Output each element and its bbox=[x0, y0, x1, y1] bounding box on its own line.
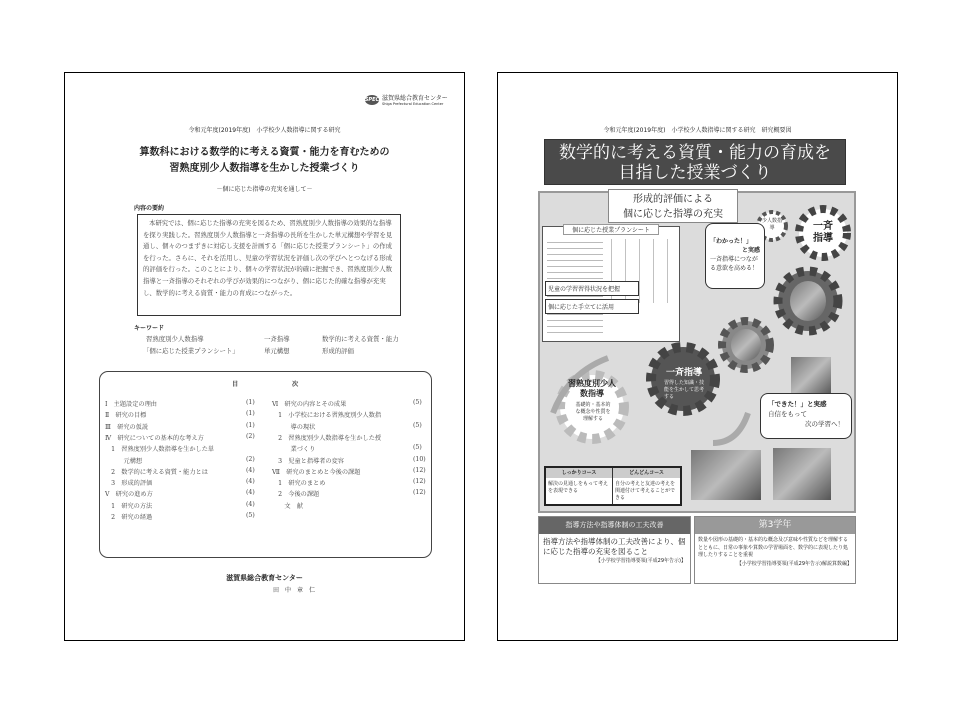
issei-gear-title: 一斉指導 bbox=[665, 368, 702, 378]
keyword: 数学的に考える資質・能力 bbox=[322, 335, 399, 343]
classroom-photo bbox=[791, 357, 831, 395]
plan-sheet-note: 児童の学習習得状況を把握 bbox=[545, 281, 639, 296]
grade-body: 数量や図形の基礎的・基本的な概念及び意味や性質などを理解するとともに、日常の事象や算数の学習場面を、数学的に表現したり処理したりすることを重視 bbox=[698, 537, 849, 558]
bubble-body: 一斉指導につながる意欲を高める！ bbox=[710, 256, 759, 272]
toc-page-number: (4) bbox=[246, 478, 255, 486]
toc-page-number: (1) bbox=[246, 399, 255, 406]
course-header: しっかりコース bbox=[546, 468, 613, 478]
author: 田 中 章 仁 bbox=[273, 587, 316, 594]
course-table bbox=[544, 466, 682, 506]
subtitle: －個に応じた指導の充実を通して－ bbox=[216, 186, 313, 193]
report-header: 令和元年度(2019年度) 小学校少人数指導に関する研究 bbox=[188, 127, 341, 134]
student-photo bbox=[773, 448, 831, 500]
plan-sheet-note: 個に応じた手立てに活用 bbox=[545, 299, 639, 314]
toc-entry: 1 習熟度別少人数指導を生かした単 bbox=[105, 446, 215, 454]
title-line-2: 目指した授業づくり bbox=[618, 163, 772, 183]
keyword: 「個に応じた授業プランシート」 bbox=[143, 347, 239, 355]
bubble-line: 次の学習へ！ bbox=[805, 420, 844, 428]
table-of-contents bbox=[99, 371, 432, 558]
arrow-icon bbox=[713, 413, 748, 443]
course-header: どんどんコース bbox=[613, 468, 680, 478]
toc-entry: 業づくり bbox=[272, 446, 316, 454]
organization: 滋賀県総合教育センター bbox=[226, 574, 303, 582]
toc-entry: 3 形成的評価 bbox=[105, 480, 153, 488]
toc-entry: 1 小学校における習熟度別少人数指 bbox=[272, 412, 382, 420]
grade-box bbox=[694, 516, 856, 584]
blackboard-photo bbox=[691, 450, 761, 500]
toc-page-number: (5) bbox=[413, 421, 422, 429]
abstract-heading: 内容の要約 bbox=[134, 205, 165, 212]
keyword: 単元構想 bbox=[264, 347, 290, 355]
bubble-sub: と実感 bbox=[741, 247, 760, 254]
issei-gear-label: 一斉指導 bbox=[813, 221, 833, 244]
toc-page-number: (5) bbox=[413, 444, 422, 452]
report-cover-page bbox=[64, 72, 465, 641]
policy-box bbox=[538, 516, 691, 584]
toc-page-number: (2) bbox=[246, 432, 255, 440]
formative-line-1: 形成的評価による bbox=[633, 194, 713, 205]
spec-logo-mark: SPEC bbox=[364, 96, 380, 103]
bubble-title: 「できた！」と実感 bbox=[768, 400, 827, 408]
toc-page-number: (10) bbox=[413, 455, 426, 463]
toc-entry: Ⅰ 主題設定の理由 bbox=[105, 401, 157, 408]
toc-entry: 元構想 bbox=[105, 457, 143, 465]
logo-en: Shiga Prefectural Education Center bbox=[382, 102, 444, 106]
toc-page-number: (1) bbox=[246, 421, 255, 429]
issei-gear-body: 習得した知識・技能を生かして思考する bbox=[664, 380, 705, 400]
classroom-photo bbox=[790, 281, 826, 321]
toc-entry: Ⅴ 研究の進め方 bbox=[105, 491, 153, 499]
research-overview-page bbox=[497, 72, 898, 641]
keyword: 習熟度別少人数指導 bbox=[146, 335, 204, 343]
toc-entry: 2 研究の経過 bbox=[105, 514, 153, 521]
classroom-photo bbox=[731, 329, 761, 361]
toc-entry: 2 今後の課題 bbox=[272, 491, 320, 499]
keyword: 形成的評価 bbox=[322, 347, 354, 355]
small-group-gear-label: 少人数指導 bbox=[761, 218, 782, 231]
toc-page-number: (2) bbox=[246, 455, 255, 463]
toc-entry: Ⅱ 研究の目標 bbox=[105, 412, 147, 420]
toc-title: 次 bbox=[292, 381, 299, 388]
toc-page-number: (4) bbox=[246, 466, 255, 474]
title-line-2: 習熟度別少人数指導を生かした授業づくり bbox=[169, 163, 360, 174]
policy-header: 指導方法や指導体制の工夫改善 bbox=[539, 517, 690, 534]
toc-page-number: (5) bbox=[246, 512, 255, 519]
policy-body: 指導方法や指導体制の工夫改善により、個に応じた指導の充実を図ること bbox=[543, 537, 686, 556]
toc-entry: Ⅵ 研究の内容とその成果 bbox=[272, 401, 347, 408]
toc-page-number: (5) bbox=[413, 399, 422, 406]
toc-entry: 1 研究の方法 bbox=[105, 502, 153, 510]
abstract-box: 本研究では、個に応じた指導の充実を図るため、習熟度別少人数指導の効果的な指導を探り実践した。習熟度別少人数指導と一斉指導の長所を生かした単元構想や学習を見通し、個々のつまずきに対応し支援を計画する「個に応じた授業プランシート」の作成を行った。さらに、それを活用し、児童の学習状況を評価し次の学びへとつなげる形成的評価を行った。このことにより、個々の学習状況が的確に把握でき、習熟度別少人数指導と一斉指導のそれぞれの学びが効果的につながり、個に応じた的確な指導が充実し、数学的に考える資質・能力の育成につながった。 bbox=[137, 214, 401, 316]
center-logo bbox=[365, 93, 448, 106]
understood-bubble bbox=[705, 223, 765, 289]
title-line-1: 数学的に考える資質・能力の育成を bbox=[559, 143, 831, 163]
toc-page-number: (12) bbox=[413, 466, 426, 474]
toc-page-number: (4) bbox=[246, 500, 255, 508]
grade-header: 第3学年 bbox=[695, 517, 855, 534]
toc-page-number: (4) bbox=[246, 489, 255, 497]
title-line-1: 算数科における数学的に考える資質・能力を育むための bbox=[139, 147, 390, 158]
plan-sheet-title: 個に応じた授業プランシート bbox=[563, 224, 659, 235]
grade-source: 【小学校学習指導要領(平成29年告示)解説算数編】 bbox=[736, 560, 852, 567]
toc-page-number: (1) bbox=[246, 410, 255, 418]
bubble-title: 「わかった！」 bbox=[710, 238, 753, 245]
toc-entry: 2 習熟度別少人数指導を生かした授 bbox=[272, 434, 382, 442]
toc-entry: Ⅳ 研究についての基本的な考え方 bbox=[105, 434, 204, 442]
formative-line-2: 個に応じた指導の充実 bbox=[623, 209, 723, 220]
bubble-line: 自信をもって bbox=[768, 410, 807, 418]
keywords-heading: キーワード bbox=[134, 325, 165, 332]
overview-header: 令和元年度(2019年度) 小学校少人数指導に関する研究 研究概要図 bbox=[603, 127, 792, 134]
toc-title: 目 bbox=[232, 381, 239, 388]
toc-entry: 導の現状 bbox=[272, 423, 316, 431]
keyword: 一斉指導 bbox=[264, 335, 290, 343]
toc-page-number: (12) bbox=[413, 478, 426, 486]
small-group-gear-title: 習熟度別少人数指導 bbox=[568, 379, 616, 398]
toc-entry: 1 研究のまとめ bbox=[272, 480, 326, 488]
achieved-bubble bbox=[760, 393, 852, 439]
toc-entry: 文 献 bbox=[272, 502, 303, 510]
logo-name: 滋賀県総合教育センター bbox=[382, 95, 448, 102]
small-group-gear-body: 基礎的・基本的な概念や性質を理解する bbox=[575, 402, 611, 422]
toc-entry: Ⅲ 研究の仮説 bbox=[105, 423, 149, 431]
course-cell: 解決の見通しをもって考えを表現できる bbox=[546, 478, 613, 504]
toc-entry: Ⅶ 研究のまとめと今後の課題 bbox=[272, 468, 361, 476]
toc-entry: 2 数学的に考える資質・能力とは bbox=[105, 468, 208, 476]
toc-page-number: (12) bbox=[413, 489, 426, 497]
policy-source: 【小学校学習指導要領(平成29年告示)】 bbox=[595, 558, 686, 564]
course-cell: 自分の考えと友達の考えを関連付けて考えることができる bbox=[615, 481, 676, 501]
toc-entry: 3 児童と指導者の変容 bbox=[272, 457, 344, 465]
